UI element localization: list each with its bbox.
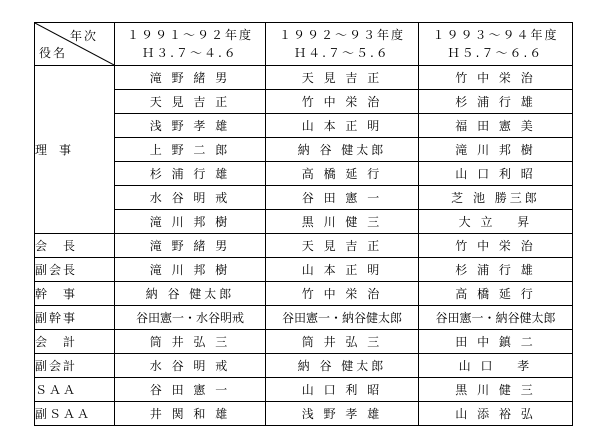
table-row: [35, 282, 573, 306]
year-header-2: [266, 23, 419, 66]
name-cell: 谷田憲一・納谷健太郎: [266, 306, 419, 330]
table-row: [35, 162, 573, 186]
table-row: [35, 354, 573, 378]
table-row: [35, 138, 573, 162]
role-cell: 会 長: [35, 234, 115, 258]
role-cell: 副ＳＡＡ: [35, 402, 115, 426]
name-cell: 天 見 吉 正: [266, 234, 419, 258]
table-row: [35, 210, 573, 234]
name-cell: 山 本 正 明: [266, 258, 419, 282]
name-cell: 谷田憲一・納谷健太郎: [419, 306, 573, 330]
table-row: [35, 378, 573, 402]
name-cell: 水 谷 明 戒: [115, 354, 266, 378]
era-range: Ｈ５.７～６.６: [447, 46, 544, 60]
year-range: １９９１～９２年度: [126, 28, 253, 42]
era-range: Ｈ３.７～４.６: [142, 46, 238, 60]
name-cell: 浅 野 孝 雄: [266, 402, 419, 426]
name-cell: 竹 中 栄 治: [266, 90, 419, 114]
name-cell: 田 中 鎮 二: [419, 330, 573, 354]
name-cell: 滝 野 緒 男: [115, 234, 266, 258]
header-row: [35, 23, 573, 66]
name-cell: 高 橋 延 行: [266, 162, 419, 186]
table-row: [35, 258, 573, 282]
name-cell: 筒 井 弘 三: [115, 330, 266, 354]
role-cell: 副会長: [35, 258, 115, 282]
name-cell: 竹 中 栄 治: [266, 282, 419, 306]
name-cell: 大 立 昇: [419, 210, 573, 234]
officers-table: [34, 22, 573, 426]
name-cell: 谷 田 憲 一: [266, 186, 419, 210]
table-row: [35, 90, 573, 114]
role-cell: 副幹事: [35, 306, 115, 330]
name-cell: 滝 野 緒 男: [115, 66, 266, 90]
table-row: [35, 186, 573, 210]
name-cell: 山 本 正 明: [266, 114, 419, 138]
role-cell: 幹 事: [35, 282, 115, 306]
role-cell: ＳＡＡ: [35, 378, 115, 402]
name-cell: 天 見 吉 正: [266, 66, 419, 90]
name-cell: 筒 井 弘 三: [266, 330, 419, 354]
table-row: [35, 402, 573, 426]
role-cell: 会 計: [35, 330, 115, 354]
corner-label-role: 役名: [39, 46, 68, 60]
table-row: [35, 306, 573, 330]
name-cell: 山 口 孝: [419, 354, 573, 378]
year-header-1: [115, 23, 266, 66]
name-cell: 山 添 裕 弘: [419, 402, 573, 426]
name-cell: 谷 田 憲 一: [115, 378, 266, 402]
year-range: １９９２～９３年度: [278, 28, 405, 42]
corner-label-year: 年次: [69, 29, 98, 43]
name-cell: 芝 池 勝三郎: [419, 186, 573, 210]
name-cell: 黒 川 健 三: [419, 378, 573, 402]
name-cell: 杉 浦 行 雄: [419, 258, 573, 282]
role-cell: 副会計: [35, 354, 115, 378]
table-row: [35, 234, 573, 258]
name-cell: 天 見 吉 正: [115, 90, 266, 114]
name-cell: 井 関 和 雄: [115, 402, 266, 426]
name-cell: 山 口 利 昭: [419, 162, 573, 186]
year-header-3: [419, 23, 573, 66]
name-cell: 黒 川 健 三: [266, 210, 419, 234]
name-cell: 納 谷 健太郎: [115, 282, 266, 306]
name-cell: 杉 浦 行 雄: [115, 162, 266, 186]
name-cell: 滝 川 邦 樹: [419, 138, 573, 162]
name-cell: 竹 中 栄 治: [419, 234, 573, 258]
name-cell: 高 橋 延 行: [419, 282, 573, 306]
name-cell: 福 田 憲 美: [419, 114, 573, 138]
name-cell: 滝 川 邦 樹: [115, 258, 266, 282]
name-cell: 浅 野 孝 雄: [115, 114, 266, 138]
name-cell: 納 谷 健太郎: [266, 354, 419, 378]
name-cell: 納 谷 健太郎: [266, 138, 419, 162]
name-cell: 杉 浦 行 雄: [419, 90, 573, 114]
name-cell: 谷田憲一・水谷明戒: [115, 306, 266, 330]
era-range: Ｈ４.７～５.６: [294, 46, 390, 60]
name-cell: 竹 中 栄 治: [419, 66, 573, 90]
table-row: [35, 66, 573, 90]
table-row: [35, 114, 573, 138]
role-cell-directors: 理 事: [35, 66, 115, 234]
corner-header-cell: [35, 23, 115, 66]
name-cell: 山 口 利 昭: [266, 378, 419, 402]
name-cell: 上 野 二 郎: [115, 138, 266, 162]
name-cell: 滝 川 邦 樹: [115, 210, 266, 234]
name-cell: 水 谷 明 戒: [115, 186, 266, 210]
year-range: １９９３～９４年度: [432, 28, 559, 42]
table-row: [35, 330, 573, 354]
